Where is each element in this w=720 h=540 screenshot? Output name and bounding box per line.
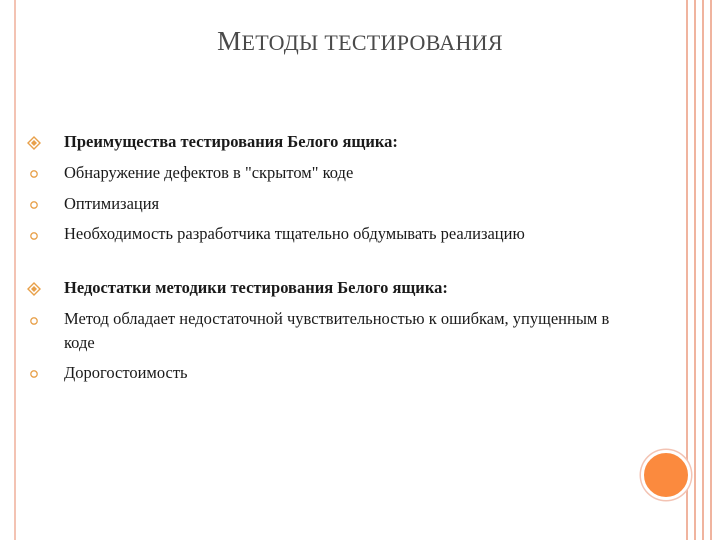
- circle-bullet-icon: [27, 367, 41, 381]
- circle-bullet-icon: [27, 198, 41, 212]
- list-item: Метод обладает недостаточной чувствительностью к ошибкам, упущенным в коде: [64, 309, 610, 352]
- list-item: Необходимость разработчика тщательно обдумывать реализацию: [64, 224, 525, 243]
- list-item: Дорогостоимость: [64, 363, 188, 382]
- slide-title: [0, 26, 720, 57]
- list-item: Оптимизация: [64, 194, 160, 213]
- circle-bullet-icon: [27, 314, 41, 328]
- circle-bullet-icon: [27, 167, 41, 181]
- right-border-line-2: [694, 0, 696, 540]
- right-border-line-1: [686, 0, 688, 540]
- list-item: Преимущества тестирования Белого ящика:: [64, 132, 398, 151]
- title-rest: ЕТОДЫ ТЕСТИРОВАНИЯ: [241, 30, 503, 55]
- list-item: Недостатки методики тестирования Белого ящика:: [64, 278, 448, 297]
- right-border-line-4: [710, 0, 712, 540]
- right-border-line-3: [702, 0, 704, 540]
- title-first-letter: М: [217, 26, 242, 56]
- circle-bullet-icon: [27, 229, 41, 243]
- diamond-bullet-icon: [27, 136, 41, 150]
- orange-circle-icon: [641, 450, 691, 500]
- list-item: Обнаружение дефектов в "скрытом" коде: [64, 163, 354, 182]
- left-border-line: [14, 0, 16, 540]
- right-border-band: [682, 0, 720, 540]
- diamond-bullet-icon: [27, 282, 41, 296]
